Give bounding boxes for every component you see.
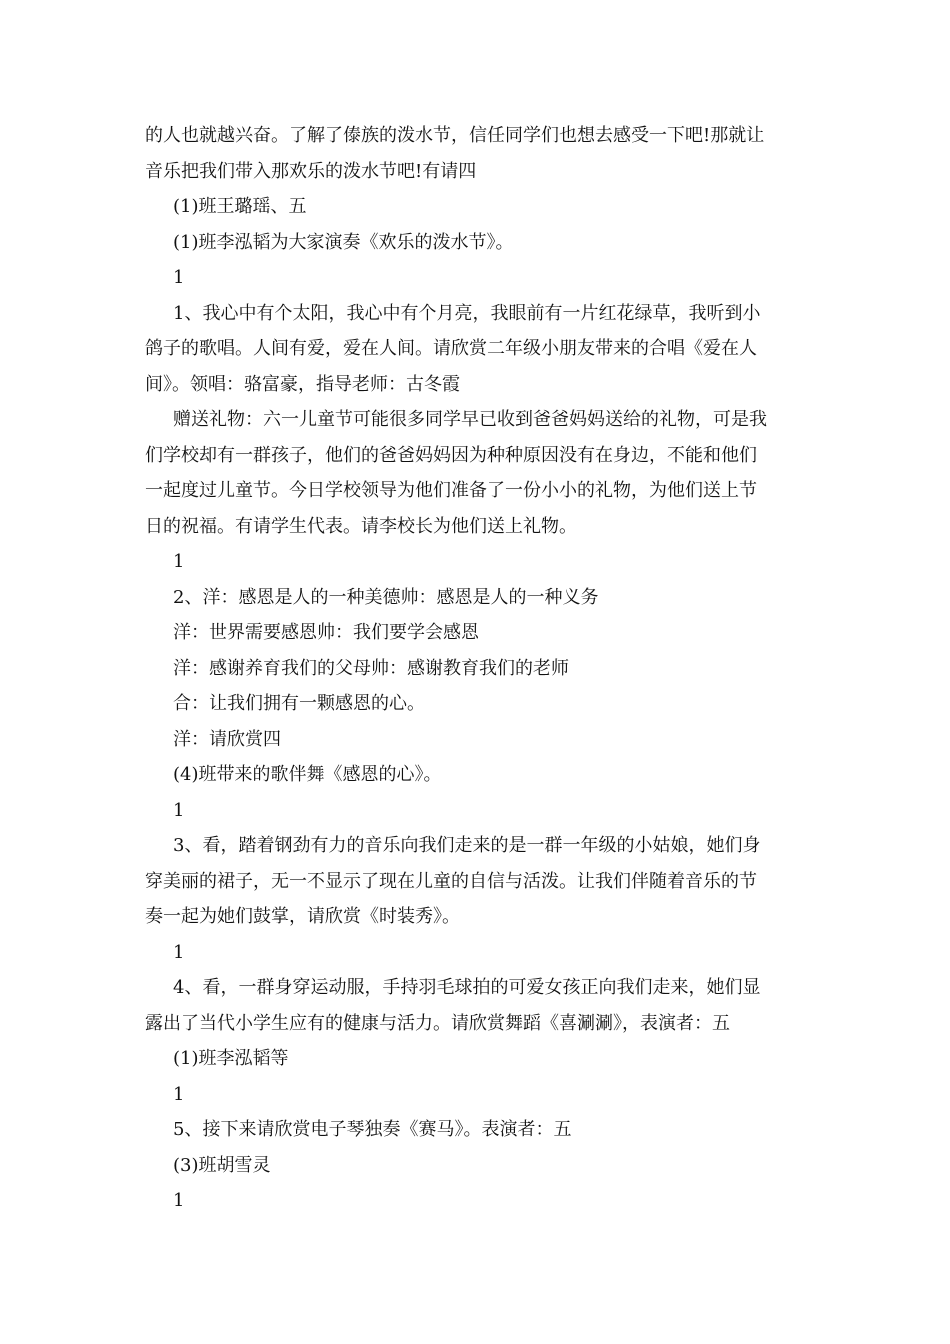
text-line: 5、接下来请欣赏电子琴独奏《赛马》。表演者：五 bbox=[173, 1119, 572, 1140]
text-line: 1 bbox=[173, 267, 185, 288]
text-line: 穿美丽的裙子，无一不显示了现在儿童的自信与活泼。让我们伴随着音乐的节 bbox=[145, 870, 757, 892]
text-line: 洋：请欣赏四 bbox=[173, 728, 281, 750]
text-line: 洋：世界需要感恩帅：我们要学会感恩 bbox=[173, 622, 479, 643]
text-line: 一起度过儿童节。今日学校领导为他们准备了一份小小的礼物，为他们送上节 bbox=[145, 480, 757, 501]
text-line: (1)班王璐瑶、五 bbox=[173, 196, 307, 217]
text-line: (1)班李泓韬等 bbox=[173, 1048, 289, 1069]
text-line: 1 bbox=[173, 1083, 185, 1105]
text-line: 间》。领唱：骆富豪，指导老师：古冬霞 bbox=[145, 373, 460, 395]
text-line: 们学校却有一群孩子，他们的爸爸妈妈因为种种原因没有在身边，不能和他们 bbox=[145, 444, 757, 466]
text-line: 1 bbox=[173, 799, 185, 821]
text-line: 赠送礼物：六一儿童节可能很多同学早已收到爸爸妈妈送给的礼物，可是我 bbox=[173, 409, 767, 430]
document-body bbox=[145, 118, 810, 1219]
text-line: 1、我心中有个太阳，我心中有个月亮，我眼前有一片红花绿草，我听到小 bbox=[173, 302, 761, 324]
text-line: 1 bbox=[173, 551, 185, 572]
text-line: 鸽子的歌唱。人间有爱，爱在人间。请欣赏二年级小朋友带来的合唱《爱在人 bbox=[145, 338, 757, 359]
text-line: 合：让我们拥有一颗感恩的心。 bbox=[173, 693, 425, 714]
text-line: (3)班胡雪灵 bbox=[173, 1154, 271, 1176]
text-line: (4)班带来的歌伴舞《感恩的心》。 bbox=[173, 764, 442, 785]
text-line: 4、看，一群身穿运动服，手持羽毛球拍的可爱女孩正向我们走来，她们显 bbox=[173, 977, 761, 998]
text-line: 的人也就越兴奋。了解了傣族的泼水节，信任同学们也想去感受一下吧!那就让 bbox=[145, 125, 765, 146]
text-line: 1 bbox=[173, 941, 185, 963]
text-line: (1)班李泓韬为大家演奏《欢乐的泼水节》。 bbox=[173, 231, 514, 253]
text-line: 日的祝福。有请学生代表。请李校长为他们送上礼物。 bbox=[145, 515, 577, 537]
text-line: 音乐把我们带入那欢乐的泼水节吧!有请四 bbox=[145, 160, 477, 182]
text-line: 3、看，踏着钢劲有力的音乐向我们走来的是一群一年级的小姑娘，她们身 bbox=[173, 835, 761, 856]
text-line: 1 bbox=[173, 1190, 185, 1211]
text-line: 2、洋：感恩是人的一种美德帅：感恩是人的一种义务 bbox=[173, 586, 599, 608]
text-line: 奏一起为她们鼓掌，请欣赏《时装秀》。 bbox=[145, 906, 460, 927]
text-line: 洋：感谢养育我们的父母帅：感谢教育我们的老师 bbox=[173, 657, 569, 679]
text-line: 露出了当代小学生应有的健康与活力。请欣赏舞蹈《喜涮涮》，表演者：五 bbox=[145, 1012, 730, 1034]
